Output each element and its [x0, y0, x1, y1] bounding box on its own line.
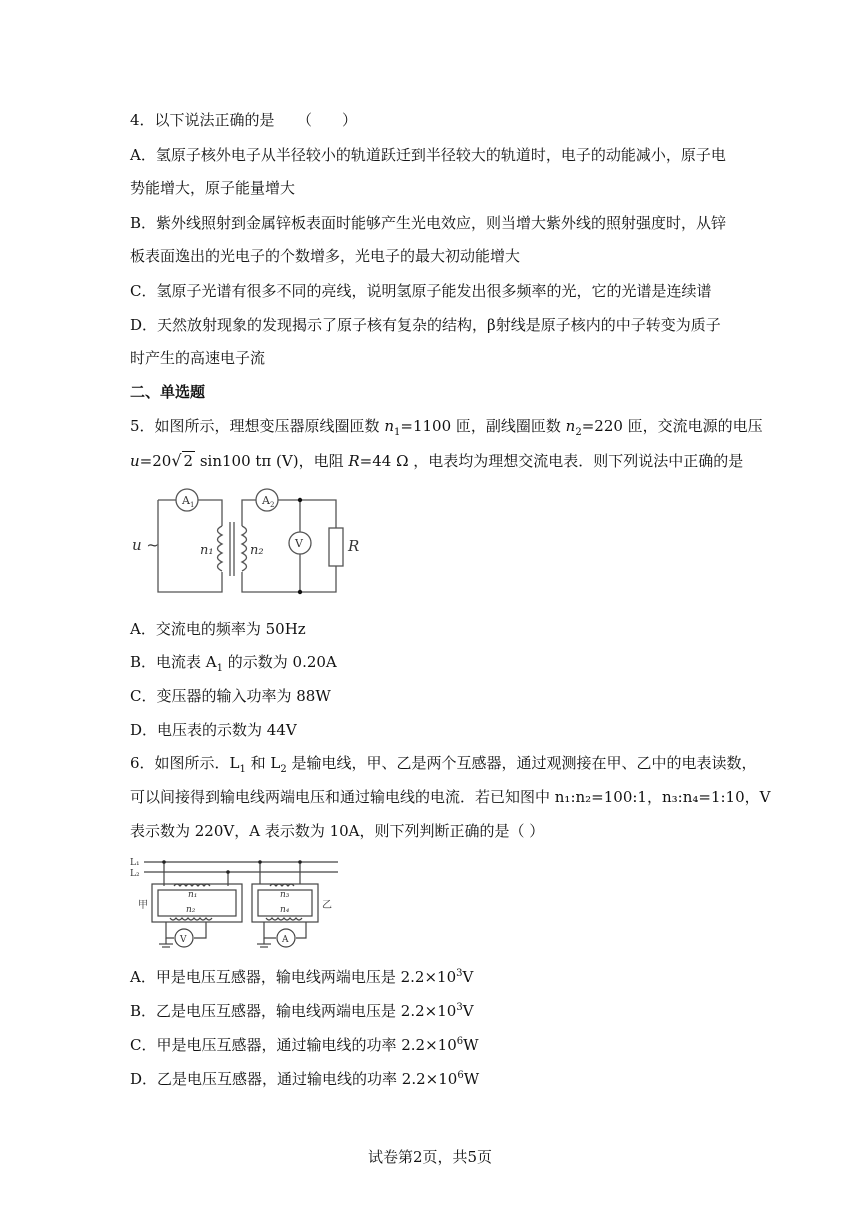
q4-option-d-line2: 时产生的高速电子流	[130, 349, 266, 367]
ammeter-label: A	[282, 935, 289, 945]
q4-stem: 4．以下说法正确的是 （ ）	[130, 111, 358, 129]
q4-option-c: C．氢原子光谱有很多不同的亮线，说明氢原子能发出很多频率的光，它的光谱是连续谱	[130, 282, 712, 300]
coil-n1-label: n₁	[188, 890, 198, 900]
q4-option-d-line1: D．天然放射现象的发现揭示了原子核有复杂的结构，β射线是原子核内的中子转变为质子	[130, 316, 721, 334]
coil-n4-label: n₄	[280, 905, 290, 915]
voltmeter-label: V	[180, 935, 187, 945]
q4-option-a-line2: 势能增大，原子能量增大	[130, 179, 296, 197]
q6-option-b: B．乙是电压互感器，输电线两端电压是 $2.2\times 10^3V$	[130, 1002, 474, 1020]
line-l2-label: L₂	[130, 869, 140, 879]
q4-option-b-line1: B．紫外线照射到金属锌板表面时能够产生光电效应，则当增大紫外线的照射强度时，从锌	[130, 214, 727, 232]
instrument-transformer-figure	[130, 856, 340, 952]
q5-stem-line2: u=20√ 2 sin100 tπ (V)，电阻 R=44 Ω ，电表均为理想交流电表．则下列说法中正确的是	[130, 451, 744, 470]
q5-stem-line1: 5．如图所示，理想变压器原线圈匝数 $n_1=1100$ 匝，副线圈匝数 $n_2=220$ 匝，交流电源的电压	[130, 417, 763, 438]
voltmeter-label: V	[295, 537, 303, 550]
coil-n2-label: n₂	[186, 905, 196, 915]
q6-stem-line2: 可以间接得到输电线两端电压和通过输电线的电流．若已知图中 n₁:n₂=100:1，n₃:n₄=1:10，V	[130, 788, 771, 806]
q6-option-d: D．乙是电压互感器，通过输电线的功率 $2.2\times 10^6W$	[130, 1070, 480, 1088]
q5-option-d: D．电压表的示数为 44V	[130, 721, 297, 739]
transformer-yi-label: 乙	[322, 900, 332, 911]
coil-n3-label: n₃	[280, 890, 290, 900]
source-label: u ~	[132, 536, 159, 554]
q5-option-c: C．变压器的输入功率为 88W	[130, 687, 331, 705]
coil-n2-label: n₂	[250, 543, 264, 558]
q6-stem-line1: 6．如图所示．$L_1$ 和 $L_2$ 是输电线，甲、乙是两个互感器，通过观测接在甲、乙中的电表读数，	[130, 754, 757, 775]
q5-option-b: B．电流表 $A_1$ 的示数为 0.20A	[130, 653, 337, 674]
transformer-jia-label: 甲	[138, 900, 148, 911]
q4-option-a-line1: A．氢原子核外电子从半径较小的轨道跃迁到半径较大的轨道时，电子的动能减小，原子电	[130, 146, 726, 164]
coil-n1-label: n₁	[200, 543, 214, 558]
ammeter-a2-label: A	[262, 494, 270, 507]
ammeter-a1-label: A	[182, 494, 190, 507]
q4-option-b-line2: 板表面逸出的光电子的个数增多，光电子的最大初动能增大	[130, 247, 521, 265]
resistor-label: R	[348, 537, 360, 555]
svg-text:1: 1	[190, 501, 195, 509]
svg-text:2: 2	[270, 501, 275, 509]
page-footer: 试卷第2页，共5页	[367, 1148, 493, 1166]
q6-option-c: C．甲是电压互感器，通过输电线的功率 $2.2\times 10^6W$	[130, 1036, 479, 1054]
line-l1-label: L₁	[130, 858, 140, 868]
q6-stem-line3: 表示数为 220V，A 表示数为 10A，则下列判断正确的是（ ）	[130, 822, 545, 840]
q6-option-a: A．甲是电压互感器，输电线两端电压是 $2.2\times 10^3V$	[130, 968, 474, 986]
q5-option-a: A．交流电的频率为 50Hz	[130, 620, 306, 638]
transformer-circuit-figure	[130, 486, 370, 598]
sqrt-symbol: √ 2	[171, 451, 194, 470]
section-heading: 二、单选题	[130, 383, 206, 401]
